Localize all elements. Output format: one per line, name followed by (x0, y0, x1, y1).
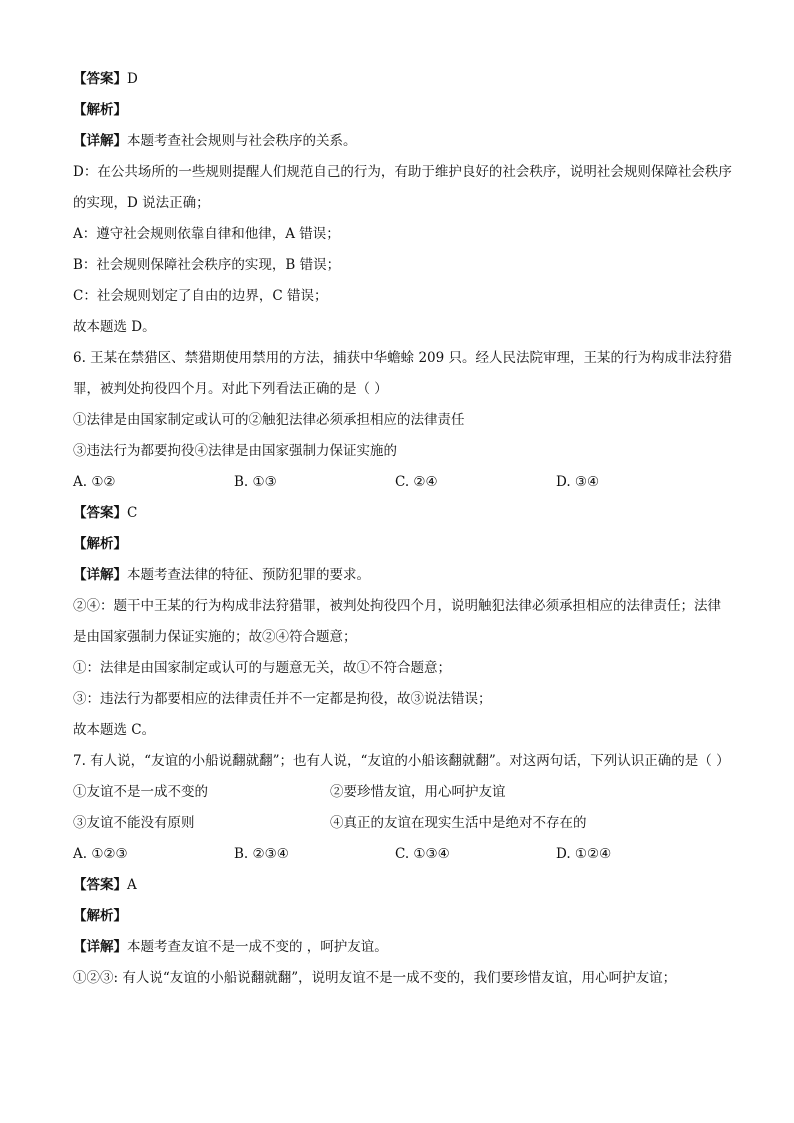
analysis-tag: 【解析】 (73, 908, 127, 924)
option-d: D. ①②④ (556, 846, 612, 862)
statement-4: ④真正的友谊在现实生活中是绝对不存在的 (330, 815, 587, 831)
explanation-a: A：遵守社会规则依靠自律和他律，A 错误； (73, 226, 340, 242)
option-a: A. ①② (73, 474, 116, 490)
detail-text: 本题考查友谊不是一成不变的 ，呵护友谊。 (127, 939, 388, 955)
question-6-options (73, 467, 733, 498)
option-b: B. ①③ (234, 474, 277, 490)
detail-line (73, 560, 733, 591)
explanation-b: B：社会规则保障社会秩序的实现，B 错误； (73, 257, 341, 273)
detail-line (73, 932, 733, 963)
question-7-statements-row-1 (73, 777, 733, 808)
explanation-123: ①②③: 有人说“友谊的小船说翻就翻”，说明友谊不是一成不变的，我们要珍惜友谊，用心呵护友谊； (73, 970, 677, 986)
analysis-line (73, 95, 733, 126)
option-c: C. ②④ (395, 474, 438, 490)
explanation-1: ①：法律是由国家制定或认可的与题意无关，故①不符合题意； (73, 660, 451, 676)
answer-value: D (127, 71, 138, 87)
analysis-tag: 【解析】 (73, 536, 127, 552)
answer-tag: 【答案】 (73, 505, 127, 521)
question-6-statements-1: ①法律是由国家制定或认可的②触犯法律必须承担相应的法律责任 (73, 412, 465, 428)
explanation-3: ③：违法行为都要相应的法律责任并不一定都是拘役，故③说法错误； (73, 691, 492, 707)
statement-1: ①友谊不是一成不变的 (73, 784, 208, 800)
explanation-c: C：社会规则划定了自由的边界，C 错误； (73, 288, 328, 304)
question-7-options (73, 839, 733, 870)
detail-tag: 【详解】 (73, 133, 127, 149)
question-7-stem: 7. 有人说，“友谊的小船说翻就翻”；也有人说，“友谊的小船该翻就翻”。对这两句话，下列认识正确的是（ ） (73, 753, 730, 769)
option-c: C. ①③④ (395, 846, 450, 862)
answer-tag: 【答案】 (73, 877, 127, 893)
detail-text: 本题考查法律的特征、预防犯罪的要求。 (127, 567, 370, 583)
option-d: D. ③④ (556, 474, 600, 490)
answer-value: A (127, 877, 137, 893)
answer-line (73, 870, 733, 901)
detail-tag: 【详解】 (73, 567, 127, 583)
detail-tag: 【详解】 (73, 939, 127, 955)
analysis-tag: 【解析】 (73, 102, 127, 118)
option-a: A. ①②③ (73, 846, 128, 862)
explanation-d: D：在公共场所的一些规则提醒人们规范自己的行为，有助于维护良好的社会秩序，说明社会规则保障社会秩序的实现，D 说法正确； (73, 164, 732, 211)
option-b: B. ②③④ (234, 846, 289, 862)
detail-text: 本题考查社会规则与社会秩序的关系。 (127, 133, 357, 149)
detail-line (73, 126, 733, 157)
document-content (73, 64, 733, 994)
conclusion: 故本题选 D。 (73, 319, 156, 335)
statement-2: ②要珍惜友谊，用心呵护友谊 (330, 784, 506, 800)
conclusion: 故本题选 C。 (73, 722, 156, 738)
answer-value: C (127, 505, 138, 521)
analysis-line (73, 529, 733, 560)
answer-line (73, 64, 733, 95)
answer-tag: 【答案】 (73, 71, 127, 87)
statement-3: ③友谊不能没有原则 (73, 815, 195, 831)
question-6-stem: 6. 王某在禁猎区、禁猎期使用禁用的方法，捕获中华蟾蜍 209 只。经人民法院审理，王某的行为构成非法狩猎罪，被判处拘役四个月。对此下列看法正确的是（ ） (73, 350, 733, 397)
answer-line (73, 498, 733, 529)
explanation-24: ②④：题干中王某的行为构成非法狩猎罪，被判处拘役四个月，说明触犯法律必须承担相应的法律责任；法律是由国家强制力保证实施的；故②④符合题意； (73, 598, 721, 645)
analysis-line (73, 901, 733, 932)
question-7-statements-row-2 (73, 808, 733, 839)
question-6-statements-2: ③违法行为都要拘役④法律是由国家强制力保证实施的 (73, 443, 397, 459)
